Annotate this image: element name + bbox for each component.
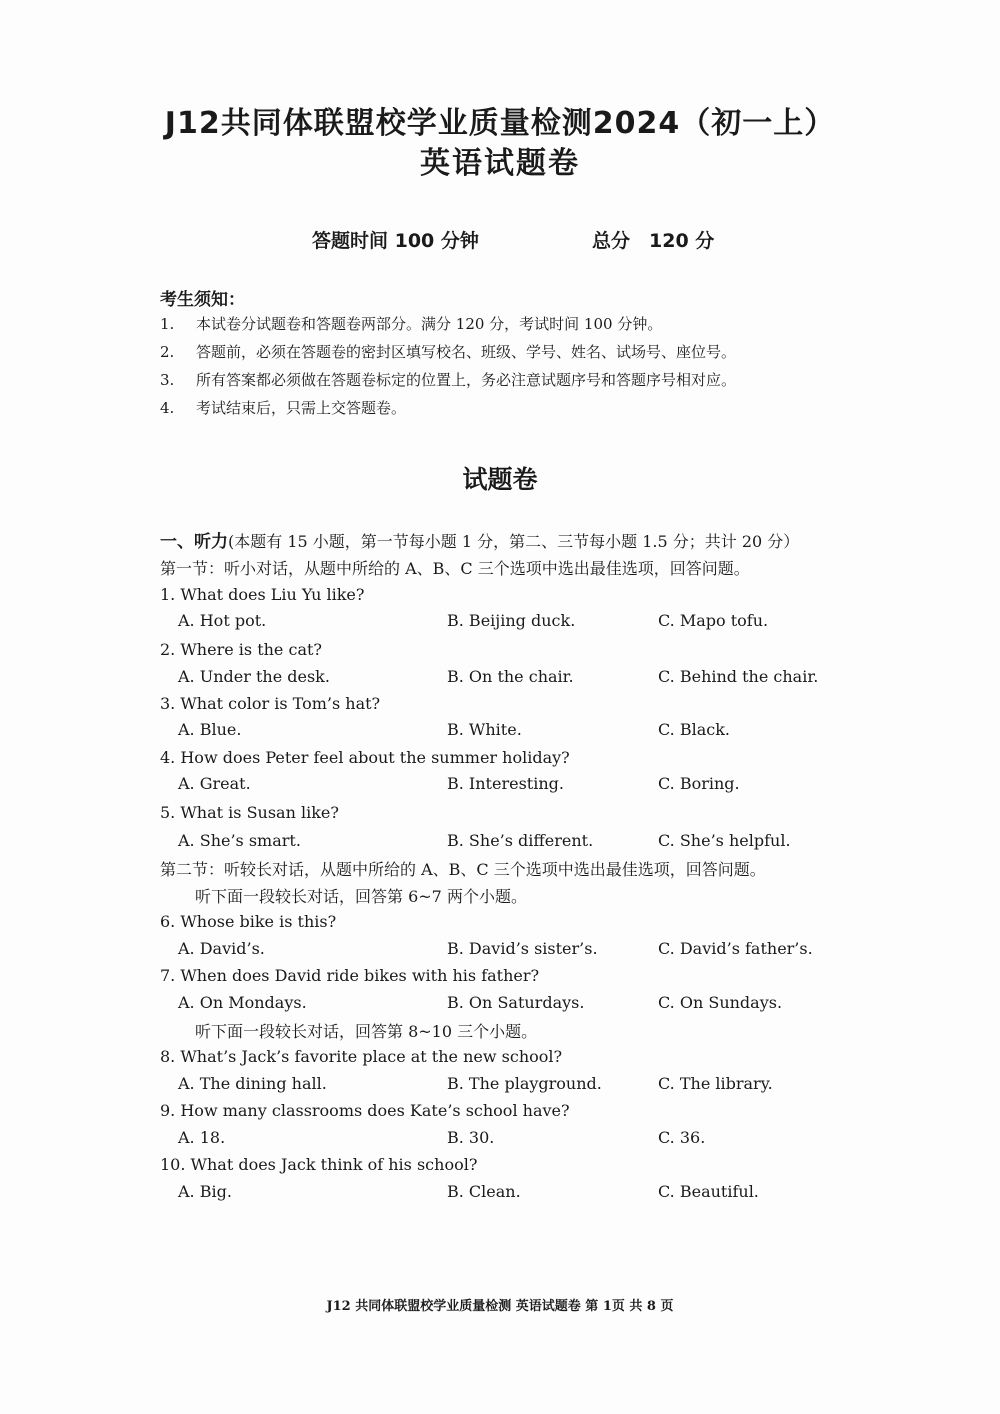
option-c: C. On Sundays.	[658, 993, 783, 1012]
option-a: A. Hot pot.	[178, 611, 267, 630]
notice-number: 3.	[160, 371, 175, 389]
option-c: C. Beautiful.	[658, 1182, 759, 1201]
option-b: B. David’s sister’s.	[447, 939, 598, 958]
exam-subtitle: 英语试题卷	[420, 146, 580, 181]
page-footer: J12 共同体联盟校学业质量检测 英语试题卷 第 1页 共 8 页	[326, 1299, 674, 1314]
question: 5. What is Susan like?	[160, 803, 339, 822]
part-title: 一、听力	[160, 532, 228, 552]
option-b: B. She’s different.	[447, 831, 594, 850]
option-a: A. On Mondays.	[178, 993, 307, 1012]
option-a: A. Blue.	[178, 720, 242, 739]
notice-text: 答题前，必须在答题卷的密封区填写校名、班级、学号、姓名、试场号、座位号。	[196, 343, 737, 361]
notice-number: 2.	[160, 343, 175, 361]
question: 2. Where is the cat?	[160, 640, 322, 659]
option-c: C. She’s helpful.	[658, 831, 791, 850]
option-c: C. Mapo tofu.	[658, 611, 769, 630]
notice-item	[160, 369, 736, 390]
section2-note: 听下面一段较长对话，回答第 6~7 两个小题。	[195, 887, 527, 906]
notice-number: 1.	[160, 315, 175, 333]
question: 7. When does David ride bikes with his father?	[160, 966, 540, 985]
question: 8. What’s Jack’s favorite place at the new school?	[160, 1047, 563, 1066]
notice-text: 考试结束后，只需上交答题卷。	[196, 399, 407, 417]
question: 1. What does Liu Yu like?	[160, 585, 365, 604]
section2-instruction: 第二节：听较长对话，从题中所给的 A、B、C 三个选项中选出最佳选项，回答问题。	[160, 860, 766, 879]
question: 3. What color is Tom’s hat?	[160, 694, 381, 713]
notice-item	[160, 313, 662, 334]
option-b: B. White.	[447, 720, 522, 739]
option-a: A. The dining hall.	[178, 1074, 327, 1093]
section1-instruction: 第一节：听小对话，从题中所给的 A、B、C 三个选项中选出最佳选项，回答问题。	[160, 559, 750, 578]
part-heading	[160, 527, 799, 552]
notice-number: 4.	[160, 399, 175, 417]
question: 9. How many classrooms does Kate’s school have?	[160, 1101, 570, 1120]
section2-note: 听下面一段较长对话，回答第 8~10 三个小题。	[195, 1022, 538, 1041]
option-b: B. On Saturdays.	[447, 993, 585, 1012]
option-c: C. Behind the chair.	[658, 667, 819, 686]
option-a: A. David’s.	[178, 939, 265, 958]
option-a: A. 18.	[178, 1128, 226, 1147]
notice-text: 本试卷分试题卷和答题卷两部分。满分 120 分，考试时间 100 分钟。	[196, 315, 663, 333]
notice-item	[160, 397, 406, 418]
section-title: 试题卷	[462, 465, 538, 494]
option-c: C. 36.	[658, 1128, 706, 1147]
notice-item	[160, 341, 736, 362]
notice-heading: 考生须知：	[160, 290, 245, 310]
exam-title: J12共同体联盟校学业质量检测2024（初一上）	[164, 106, 836, 141]
option-b: B. Clean.	[447, 1182, 521, 1201]
total-score: 总分 120 分	[592, 230, 715, 252]
option-b: B. Interesting.	[447, 774, 564, 793]
notice-text: 所有答案都必须做在答题卷标定的位置上，务必注意试题序号和答题序号相对应。	[196, 371, 737, 389]
option-c: C. The library.	[658, 1074, 773, 1093]
option-b: B. 30.	[447, 1128, 495, 1147]
option-a: A. Big.	[178, 1182, 232, 1201]
question: 4. How does Peter feel about the summer holiday?	[160, 748, 570, 767]
option-b: B. The playground.	[447, 1074, 602, 1093]
option-c: C. Black.	[658, 720, 730, 739]
part-description: (本题有 15 小题，第一节每小题 1 分，第二、三节每小题 1.5 分；共计 20 分）	[228, 532, 800, 551]
option-c: C. Boring.	[658, 774, 740, 793]
option-b: B. Beijing duck.	[447, 611, 576, 630]
question: 6. Whose bike is this?	[160, 912, 337, 931]
option-a: A. She’s smart.	[178, 831, 301, 850]
option-a: A. Great.	[178, 774, 251, 793]
answer-time: 答题时间 100 分钟	[312, 230, 479, 252]
option-b: B. On the chair.	[447, 667, 574, 686]
option-c: C. David’s father’s.	[658, 939, 813, 958]
option-a: A. Under the desk.	[178, 667, 330, 686]
question: 10. What does Jack think of his school?	[160, 1155, 478, 1174]
